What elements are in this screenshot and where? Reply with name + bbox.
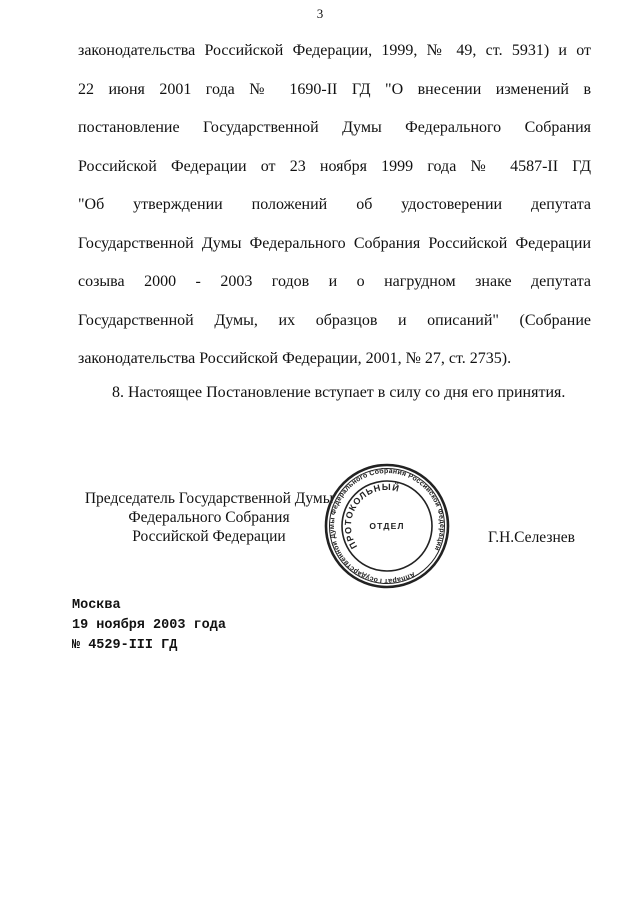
signature-title	[74, 489, 344, 546]
official-seal-stamp	[323, 462, 451, 590]
stamp-center-text: ОТДЕЛ	[369, 521, 405, 531]
stamp-inner-text: ПРОТОКОЛЬНЫЙ	[342, 481, 401, 551]
body-line: созыва 2000 - 2003 годов и о нагрудном знаке депутата	[78, 273, 591, 290]
body-line: законодательства Российской Федерации, 2001, № 27, ст. 2735).	[78, 350, 512, 367]
body-text	[78, 41, 591, 388]
body-line: 22 июня 2001 года № 1690-II ГД "О внесении изменений в	[78, 80, 591, 98]
footer-city: Москва	[72, 598, 121, 613]
body-line: постановление Государственной Думы Федерального Собрания	[78, 119, 591, 136]
footer-date: 19 ноября 2003 года	[72, 618, 226, 633]
stamp-outer-text: Аппарат Государственной Думы Федерального Собрания Российской Федерации	[328, 467, 446, 585]
footer-number: № 4529-III ГД	[72, 638, 178, 653]
signature-line-2: Федерального Собрания	[128, 509, 290, 526]
svg-text:ПРОТОКОЛЬНЫЙ	[326, 469, 417, 551]
body-line: Государственной Думы Федерального Собрания Российской Федерации	[78, 234, 591, 252]
signature-line-3: Российской Федерации	[132, 528, 286, 545]
clause-8: 8. Настоящее Постановление вступает в силу со дня его принятия.	[112, 384, 566, 401]
body-line: Государственной Думы, их образцов и описаний" (Собрание	[78, 311, 591, 329]
page-number: 3	[316, 6, 324, 21]
signer-name: Г.Н.Селезнев	[488, 529, 575, 546]
body-line: "Об утверждении положений об удостоверении депутата	[78, 196, 591, 213]
document-footer	[72, 596, 226, 656]
body-line: Российской Федерации от 23 ноября 1999 года № 4587-II ГД	[78, 157, 591, 175]
signature-line-1: Председатель Государственной Думы	[84, 490, 334, 507]
body-line: законодательства Российской Федерации, 1999, № 49, ст. 5931) и от	[78, 42, 591, 59]
